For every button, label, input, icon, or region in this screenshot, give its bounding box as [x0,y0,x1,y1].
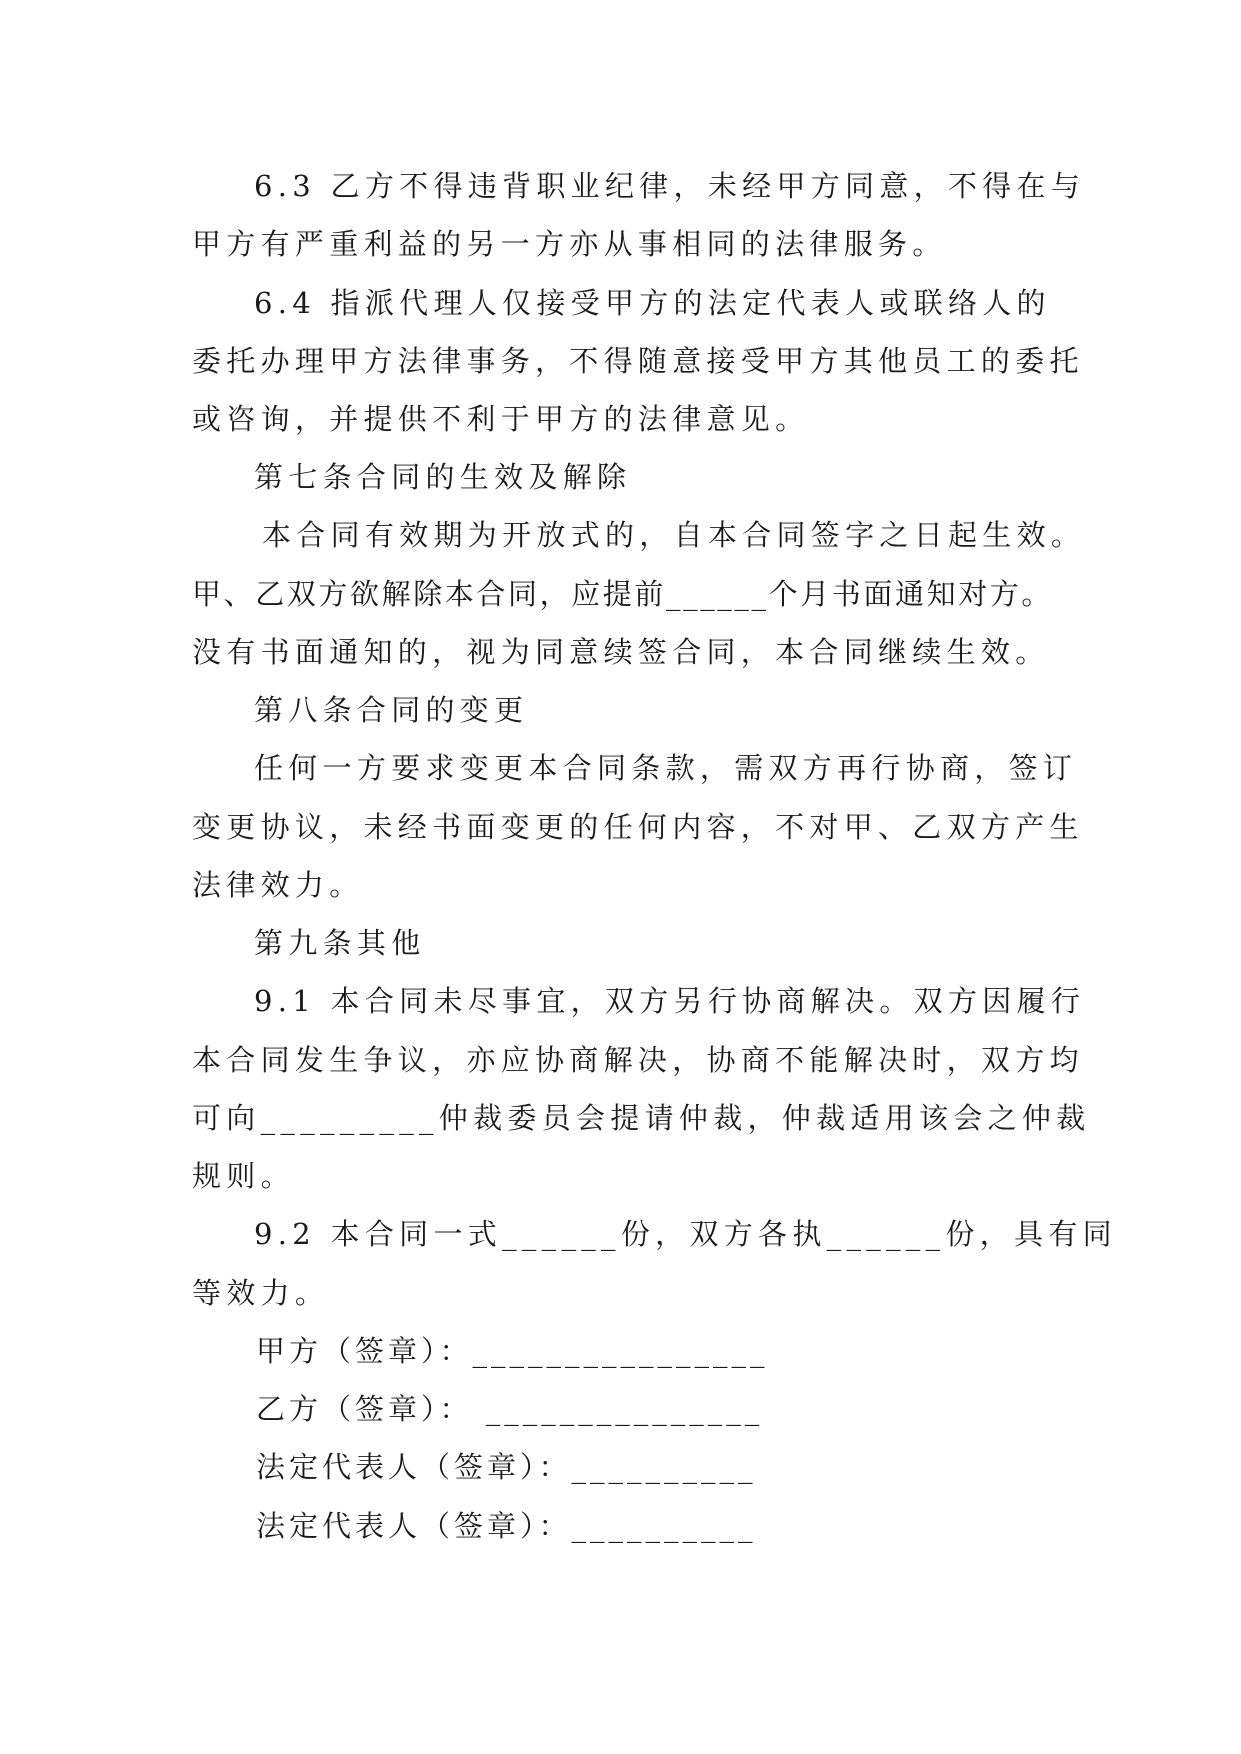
clause-6-4-line-2: 委托办理甲方法律事务，不得随意接受甲方其他员工的委托 [192,344,1084,378]
clause-9-1-line-3: 可向_________仲裁委员会提请仲裁，仲裁适用该会之仲裁 [192,1101,1091,1135]
clause-6-3-line-2: 甲方有严重利益的另一方亦从事相同的法律服务。 [192,227,947,261]
clause-9-1-line-2: 本合同发生争议，亦应协商解决，协商不能解决时，双方均 [192,1043,1084,1077]
article-8-line-1: 任何一方要求变更本合同条款，需双方再行协商，签订 [254,751,1078,785]
article-7-line-2: 甲、乙双方欲解除本合同，应提前______个月书面通知对方。 [192,577,1054,611]
clause-6-4-line-1: 6.4 指派代理人仅接受甲方的法定代表人或联络人的 [254,286,1051,320]
clause-9-2-line-1: 9.2 本合同一式______份，双方各执______份，具有同 [254,1217,1117,1251]
clause-9-1-line-4: 规则。 [192,1159,295,1193]
party-b-signature-line: 乙方（签章）： _______________ [256,1392,764,1426]
clause-6-3-line-1: 6.3 乙方不得违背职业纪律，未经甲方同意，不得在与 [254,169,1086,203]
clause-9-1-line-1: 9.1 本合同未尽事宜，双方另行协商解决。双方因履行 [254,984,1086,1018]
article-8-line-2: 变更协议，未经书面变更的任何内容，不对甲、乙双方产生 [192,810,1084,844]
article-7-heading: 第七条合同的生效及解除 [254,460,632,494]
legal-representative-signature-line-1: 法定代表人（签章）：__________ [256,1450,757,1484]
party-a-signature-line: 甲方（签章）：________________ [256,1334,769,1368]
clause-6-4-line-3: 或咨询，并提供不利于甲方的法律意见。 [192,402,810,436]
clause-9-2-line-2: 等效力。 [192,1276,330,1310]
article-8-line-3: 法律效力。 [192,868,364,902]
article-8-heading: 第八条合同的变更 [254,693,529,727]
article-7-line-1: 本合同有效期为开放式的，自本合同签字之日起生效。 [262,518,1086,552]
article-7-line-3: 没有书面通知的，视为同意续签合同，本合同继续生效。 [192,635,1050,669]
article-9-heading: 第九条其他 [254,926,426,960]
legal-representative-signature-line-2: 法定代表人（签章）：__________ [256,1509,757,1543]
